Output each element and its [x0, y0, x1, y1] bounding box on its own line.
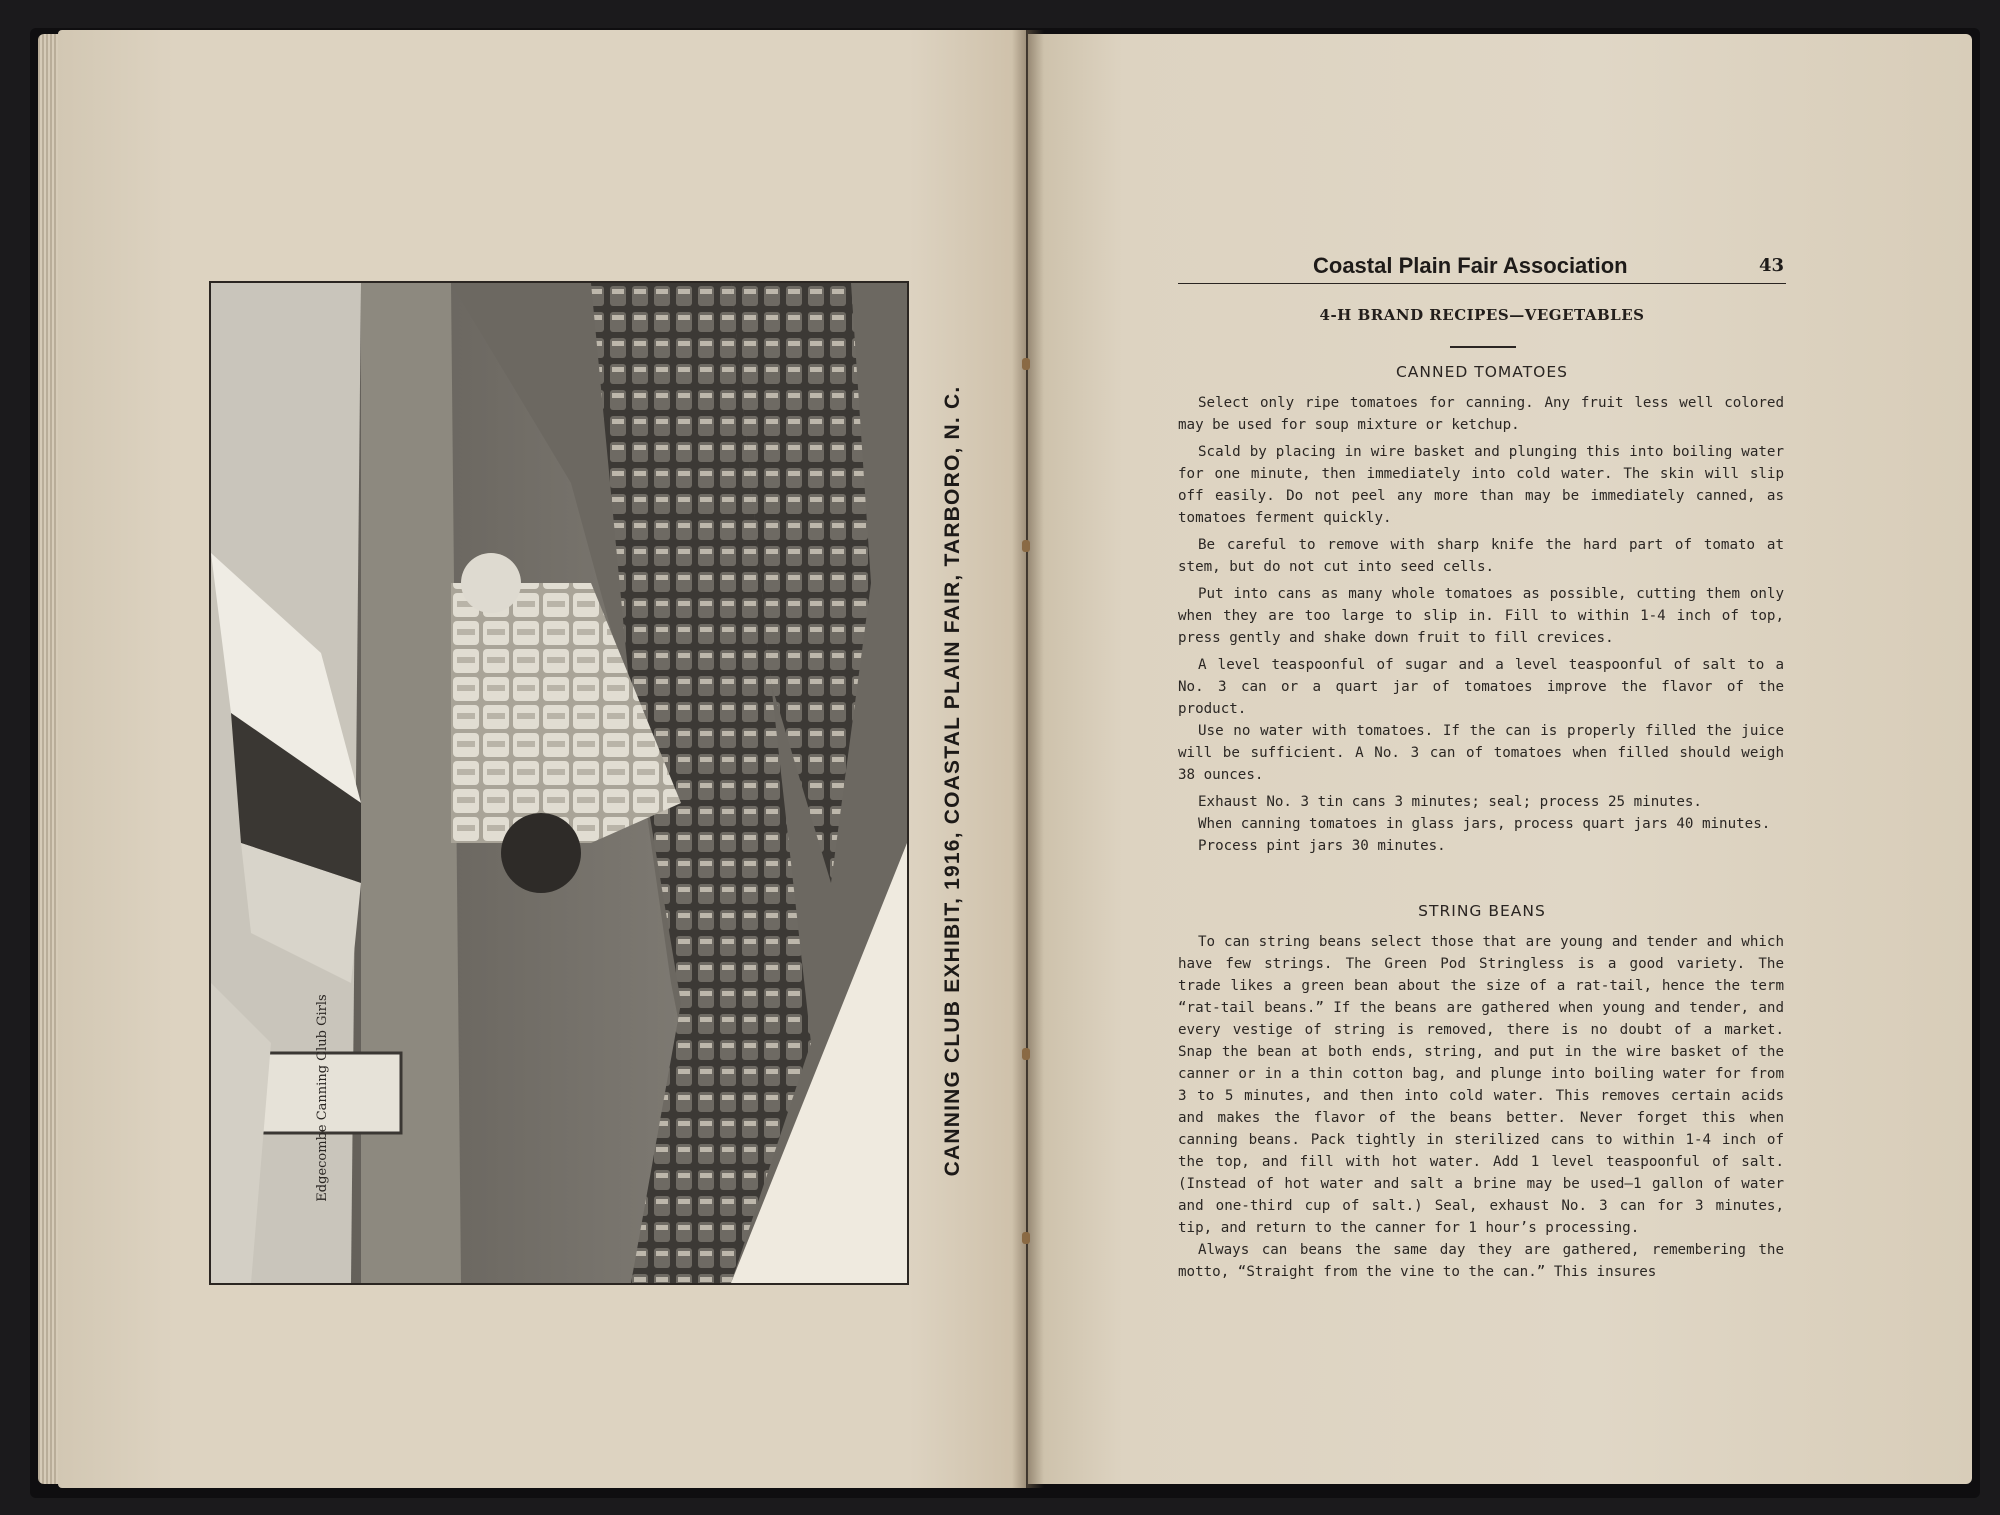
section-heading: 4-H BRAND RECIPES—VEGETABLES	[1319, 306, 1645, 324]
paragraph: To can string beans select those that are young and tender and which have few strings. The Green Pod Stringless is a good variety. The trade likes a green bean about the size of a rat-tail, hence the term “rat-tail beans.” If the beans are gathered when young and tender, and every vestige of string is removed, there is no doubt of a market. Snap the bean at both ends, string, and put in the wire basket of the canner or in a thin cotton bag, and plunge into boiling water for from 3 to 5 minutes, and then into cold water. This removes certain acids and makes the flavor of the beans better. Never forget this when canning beans. Pack tightly in sterilized cans to within 1-4 inch of the top, and fill with hot water. Add 1 level teaspoonful of salt. (Instead of hot water and salt a brine may be used—1 gallon of water and one-third cup of salt.) Seal, exhaust No. 3 can for 3 minutes, tip, and return to the canner for 1 hour’s processing.	[1178, 934, 1784, 1236]
paragraph: A level teaspoonful of sugar and a level teaspoonful of salt to a No. 3 can or a quart jar of tomatoes improve the flavor of the product.	[1178, 657, 1784, 717]
paragraph: Process pint jars 30 minutes.	[1198, 838, 1446, 854]
paragraph: Put into cans as many whole tomatoes as possible, cutting them only when they are too large to slip in. Fill to within 1-4 inch of top, press gently and shake down fruit to fill crevices.	[1178, 586, 1784, 646]
photo-caption-text: CANNING CLUB EXHIBIT, 1916, COASTAL PLAIN FAIR, TARBORO, N. C.	[941, 385, 964, 1177]
binding-stitch	[1022, 358, 1030, 370]
binding-stitch	[1022, 1048, 1030, 1060]
heading-rule	[1450, 346, 1516, 348]
recipe-body-canned-tomatoes	[1178, 392, 1784, 862]
page-number: 43	[1758, 255, 1784, 276]
running-head	[1178, 253, 1786, 284]
paragraph: Exhaust No. 3 tin cans 3 minutes; seal; process 25 minutes.	[1198, 794, 1702, 810]
paragraph: Scald by placing in wire basket and plunging this into boiling water for one minute, then immediately into cold water. The skin will slip off easily. Do not peel any more than may be immediately canned, as tomatoes ferment quickly.	[1178, 444, 1784, 526]
running-title: Coastal Plain Fair Association	[1313, 253, 1628, 278]
binding-stitch	[1022, 1232, 1030, 1244]
paragraph: Always can beans the same day they are gathered, remembering the motto, “Straight from the vine to the can.” This insures	[1178, 1242, 1784, 1280]
exhibit-photograph	[209, 281, 909, 1285]
recipe-title-string-beans: STRING BEANS	[1418, 902, 1546, 920]
recipe-body-string-beans	[1178, 931, 1784, 1283]
binding-stitch	[1022, 540, 1030, 552]
recipe-title-canned-tomatoes: CANNED TOMATOES	[1395, 363, 1568, 381]
paragraph: Be careful to remove with sharp knife the hard part of tomato at stem, but do not cut into seed cells.	[1178, 537, 1784, 575]
banner-text: Edgecombe Canning Club Girls	[315, 994, 330, 1202]
book-gutter	[1012, 30, 1044, 1488]
paragraph: Select only ripe tomatoes for canning. Any fruit less well colored may be used for soup mixture or ketchup.	[1178, 395, 1784, 433]
paragraph: When canning tomatoes in glass jars, process quart jars 40 minutes.	[1198, 816, 1771, 832]
paragraph: Use no water with tomatoes. If the can is properly filled the juice will be sufficient. A No. 3 can of tomatoes when filled should weigh 38 ounces.	[1178, 723, 1784, 783]
